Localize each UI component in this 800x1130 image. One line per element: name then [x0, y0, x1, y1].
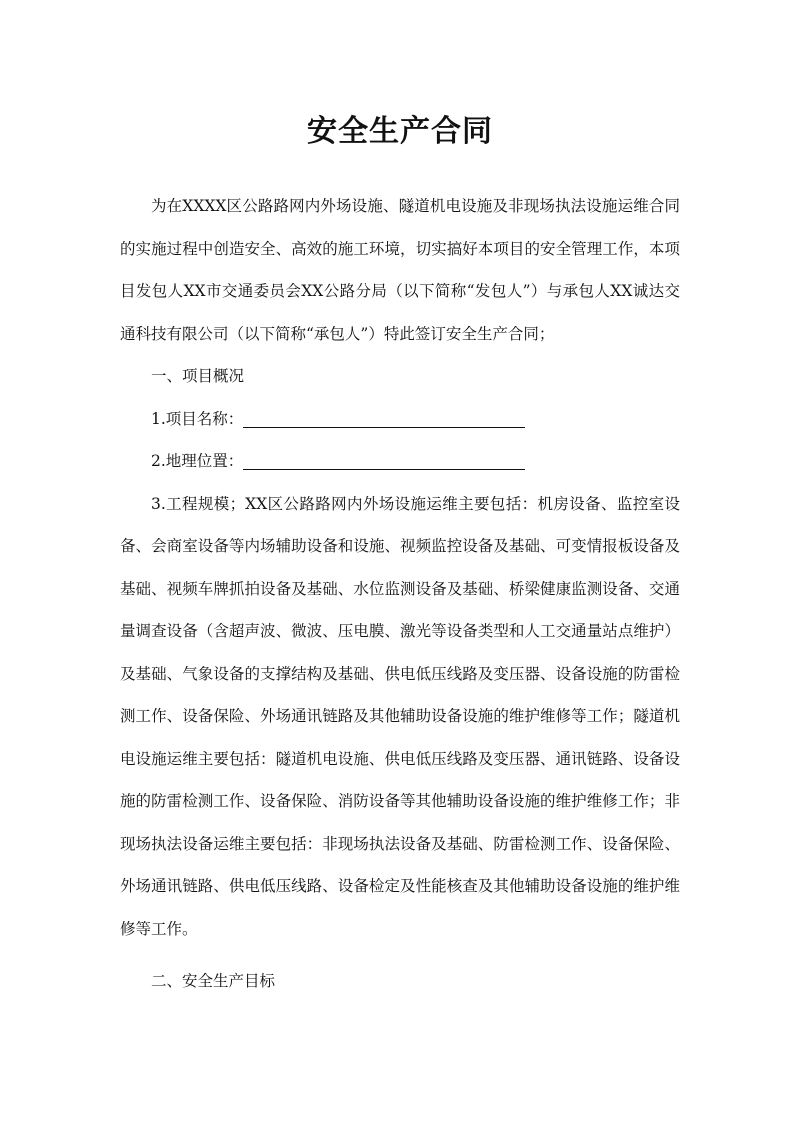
location-line	[120, 440, 680, 483]
location-blank-line	[243, 468, 525, 470]
project-scale-paragraph: 3.工程规模；XX区公路路网内外场设施运维主要包括：机房设备、监控室设备、会商室设备等内场辅助设备和设施、视频监控设备及基础、可变情报板设备及基础、视频车牌抓拍设备及基础、水位监测设备及基础、桥梁健康监测设备、交通量调查设备（含超声波、微波、压电膜、激光等设备类型和人工交通量站点维护）及基础、气象设备的支撑结构及基础、供电低压线路及变压器、设备设施的防雷检测工作、设备保险、外场通讯链路及其他辅助设备设施的维护维修等工作；隧道机电设施运维主要包括：隧道机电设施、供电低压线路及变压器、通讯链路、设备设施的防雷检测工作、设备保险、消防设备等其他辅助设备设施的维护维修工作；非现场执法设备运维主要包括：非现场执法设备及基础、防雷检测工作、设备保险、外场通讯链路、供电低压线路、设备检定及性能核查及其他辅助设备设施的维护维修等工作。	[120, 494, 680, 938]
location-label: 2.地理位置：	[151, 452, 244, 470]
document-body	[120, 185, 680, 1003]
project-name-label: 1.项目名称：	[151, 409, 244, 428]
document-title: 安全生产合同	[307, 114, 493, 149]
project-name-blank-line	[243, 426, 525, 428]
section-heading-project-overview: 一、项目概况	[151, 367, 245, 385]
section-heading-safety-goals: 二、安全生产目标	[151, 972, 276, 990]
project-name-line	[120, 398, 680, 441]
intro-paragraph: 为在XXXX区公路路网内外场设施、隧道机电设施及非现场执法设施运维合同的实施过程中创造安全、高效的施工环境，切实搞好本项目的安全管理工作，本项目发包人XX市交通委员会XX公路分局（以下简称“发包人”）与承包人XX诚达交通科技有限公司（以下简称“承包人”）特此签订安全生产合同；	[120, 197, 680, 343]
